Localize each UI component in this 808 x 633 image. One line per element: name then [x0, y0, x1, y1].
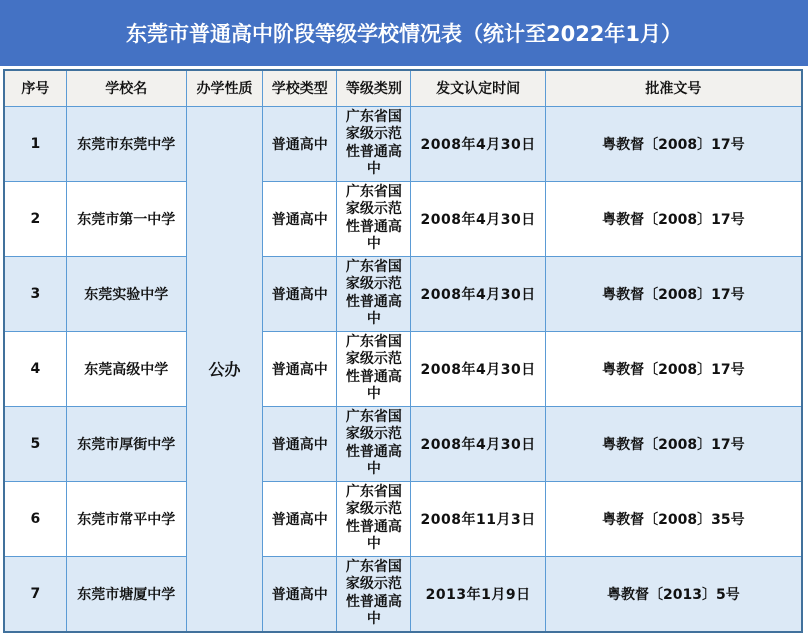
table-row — [4, 181, 802, 256]
approval-date-cell: 2013年1月9日 — [411, 556, 545, 632]
row-index-cell: 7 — [4, 556, 66, 632]
approval-date-cell: 2008年4月30日 — [411, 406, 545, 481]
column-header-index: 序号 — [4, 70, 66, 106]
table-row — [4, 481, 802, 556]
approval-date-cell: 2008年4月30日 — [411, 331, 545, 406]
header-row — [4, 70, 802, 106]
approval-date-cell: 2008年4月30日 — [411, 106, 545, 181]
row-index-cell: 2 — [4, 181, 66, 256]
table-row — [4, 406, 802, 481]
table-title-bar — [0, 0, 808, 66]
row-index-cell: 6 — [4, 481, 66, 556]
school-name-cell: 东莞高级中学 — [66, 331, 186, 406]
column-header-ownership: 办学性质 — [186, 70, 262, 106]
row-index-cell: 4 — [4, 331, 66, 406]
school-type-cell: 普通高中 — [263, 106, 337, 181]
doc-number-cell: 粤教督〔2008〕17号 — [545, 106, 802, 181]
column-header-grade-category: 等级类别 — [337, 70, 411, 106]
row-index-cell: 1 — [4, 106, 66, 181]
ownership-merged-cell: 公办 — [186, 106, 262, 632]
school-name-cell: 东莞市东莞中学 — [66, 106, 186, 181]
column-header-approval-date: 发文认定时间 — [411, 70, 545, 106]
grade-category-cell: 广东省国家级示范性普通高中 — [337, 556, 411, 632]
grade-category-cell: 广东省国家级示范性普通高中 — [337, 481, 411, 556]
grade-category-cell: 广东省国家级示范性普通高中 — [337, 331, 411, 406]
approval-date-cell: 2008年4月30日 — [411, 181, 545, 256]
table-row — [4, 331, 802, 406]
school-type-cell: 普通高中 — [263, 181, 337, 256]
page-title: 东莞市普通高中阶段等级学校情况表（统计至2022年1月） — [125, 22, 683, 46]
school-type-cell: 普通高中 — [263, 556, 337, 632]
doc-number-cell: 粤教督〔2008〕17号 — [545, 256, 802, 331]
grade-category-cell: 广东省国家级示范性普通高中 — [337, 256, 411, 331]
approval-date-cell: 2008年11月3日 — [411, 481, 545, 556]
column-header-school-type: 学校类型 — [263, 70, 337, 106]
column-header-doc-number: 批准文号 — [545, 70, 802, 106]
school-type-cell: 普通高中 — [263, 406, 337, 481]
table-row — [4, 256, 802, 331]
row-index-cell: 5 — [4, 406, 66, 481]
table-body — [4, 106, 802, 632]
doc-number-cell: 粤教督〔2008〕17号 — [545, 331, 802, 406]
table-row — [4, 556, 802, 632]
school-name-cell: 东莞实验中学 — [66, 256, 186, 331]
doc-number-cell: 粤教督〔2008〕35号 — [545, 481, 802, 556]
doc-number-cell: 粤教督〔2008〕17号 — [545, 181, 802, 256]
school-type-cell: 普通高中 — [263, 331, 337, 406]
school-name-cell: 东莞市第一中学 — [66, 181, 186, 256]
approval-date-cell: 2008年4月30日 — [411, 256, 545, 331]
column-header-school-name: 学校名 — [66, 70, 186, 106]
doc-number-cell: 粤教督〔2008〕17号 — [545, 406, 802, 481]
school-name-cell: 东莞市塘厦中学 — [66, 556, 186, 632]
grade-category-cell: 广东省国家级示范性普通高中 — [337, 181, 411, 256]
row-index-cell: 3 — [4, 256, 66, 331]
school-name-cell: 东莞市厚街中学 — [66, 406, 186, 481]
school-grade-table — [3, 69, 803, 633]
grade-category-cell: 广东省国家级示范性普通高中 — [337, 106, 411, 181]
school-type-cell: 普通高中 — [263, 256, 337, 331]
table-row — [4, 106, 802, 181]
doc-number-cell: 粤教督〔2013〕5号 — [545, 556, 802, 632]
grade-category-cell: 广东省国家级示范性普通高中 — [337, 406, 411, 481]
school-name-cell: 东莞市常平中学 — [66, 481, 186, 556]
school-type-cell: 普通高中 — [263, 481, 337, 556]
